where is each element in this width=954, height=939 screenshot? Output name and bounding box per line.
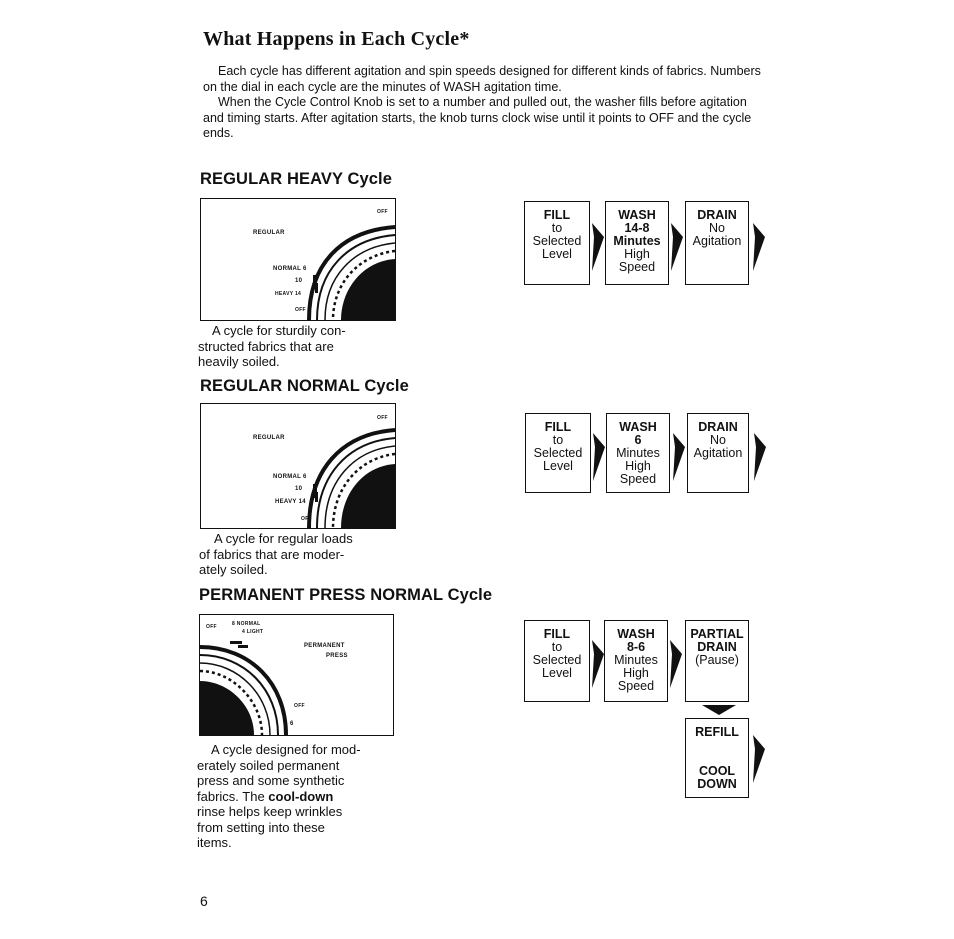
dial-label-off: OFF <box>377 209 388 215</box>
flow-arrow-down-icon <box>702 704 736 716</box>
dial-illustration-regular-heavy <box>200 198 396 321</box>
dial-label-6: 6 <box>290 721 294 727</box>
section-title-regular-heavy: REGULAR HEAVY Cycle <box>200 170 393 188</box>
box-line: REFILL <box>695 725 739 739</box>
flow-box-drain <box>685 201 749 285</box>
flow-box-fill <box>524 620 590 702</box>
flow-box-fill <box>525 413 591 493</box>
dial-label-10: 10 <box>295 278 303 284</box>
box-line: Minutes <box>613 234 661 248</box>
box-line: 8-6 <box>626 640 646 654</box>
description-permanent-press <box>197 742 361 851</box>
box-line: WASH <box>619 420 657 434</box>
box-line: DRAIN <box>697 208 737 222</box>
description-emphasis: cool-down <box>268 788 334 804</box>
flow-arrow-icon <box>669 640 683 688</box>
dial-label-permanent: PERMANENT <box>304 643 345 649</box>
description-line: from setting into these <box>197 819 325 835</box>
dial-label-off-bottom: OFF <box>295 307 306 313</box>
knob-icon <box>301 219 395 320</box>
flow-box-wash <box>605 201 669 285</box>
box-line: WASH <box>618 208 656 222</box>
dial-label-normal: 8 NORMAL <box>232 621 261 627</box>
intro-paragraph-1: Each cycle has different agitation and spin speeds designed for different kinds of fabrics. Numbers on the dial in each cycle are the minutes of WASH agitation time. <box>203 64 761 94</box>
box-line: 6 <box>634 433 642 447</box>
dial-label-regular: REGULAR <box>253 435 285 441</box>
box-line: Speed <box>618 260 656 274</box>
box-line: Level <box>542 666 572 680</box>
flow-arrow-icon <box>672 433 686 481</box>
description-line: rinse helps keep wrinkles <box>197 804 343 819</box>
description-line: heavily soiled. <box>198 354 280 369</box>
box-line: DRAIN <box>697 640 737 654</box>
box-line: DRAIN <box>698 420 738 434</box>
box-line: Selected <box>532 234 582 248</box>
intro-text <box>203 64 763 142</box>
box-line: to <box>551 221 563 235</box>
section-title-regular-normal: REGULAR NORMAL Cycle <box>200 377 409 395</box>
flow-arrow-icon <box>592 433 606 481</box>
description-text: fabrics. The <box>197 788 269 804</box>
box-line: to <box>551 640 563 654</box>
box-line: High <box>625 459 651 473</box>
description-line: items. <box>197 835 232 850</box>
box-line: 14-8 <box>624 221 650 235</box>
box-line: Speed <box>619 472 657 486</box>
flow-arrow-icon <box>753 433 767 481</box>
box-line: Agitation <box>692 234 742 248</box>
page-title: What Happens in Each Cycle* <box>203 28 470 50</box>
box-line: FILL <box>543 208 571 222</box>
box-line: High <box>624 247 650 261</box>
dial-label-off-side: OFF <box>294 703 305 709</box>
dial-label-off: OFF <box>377 415 388 421</box>
description-line: structed fabrics that are <box>198 338 334 354</box>
box-line: Speed <box>617 679 655 693</box>
section-title-permanent-press: PERMANENT PRESS NORMAL Cycle <box>199 586 493 604</box>
box-line: Minutes <box>614 653 658 667</box>
description-line: A cycle for sturdily con- <box>212 323 346 338</box>
flow-box-wash <box>606 413 670 493</box>
box-line: PARTIAL <box>690 627 744 641</box>
description-line: A cycle designed for mod- <box>211 742 361 757</box>
description-line <box>197 789 361 805</box>
dial-illustration-permanent-press <box>199 614 394 736</box>
description-line: A cycle for regular loads <box>214 531 353 546</box>
dial-label-light: 4 LIGHT <box>242 629 264 635</box>
flow-box-fill <box>524 201 590 285</box>
box-line: DOWN <box>697 777 737 791</box>
box-line: to <box>552 433 564 447</box>
box-line: No <box>710 433 726 447</box>
flow-box-wash <box>604 620 668 702</box>
knob-icon <box>301 424 395 528</box>
box-line: Minutes <box>616 446 660 460</box>
dial-label-normal: NORMAL 6 <box>273 474 307 480</box>
knob-icon <box>200 637 292 735</box>
dial-illustration-regular-normal <box>200 403 396 529</box>
box-line: COOL <box>698 764 736 778</box>
description-line: of fabrics that are moder- <box>199 546 345 562</box>
box-line: Selected <box>533 446 583 460</box>
dial-label-off: OFF <box>206 624 217 630</box>
dial-label-normal: NORMAL 6 <box>273 266 307 272</box>
flow-box-drain <box>687 413 749 493</box>
dial-label-heavy: HEAVY 14 <box>275 291 302 297</box>
flow-arrow-icon <box>752 735 766 783</box>
box-line: No <box>709 221 725 235</box>
flow-arrow-icon <box>752 223 766 271</box>
dial-label-press: PRESS <box>326 653 348 659</box>
dial-label-10: 10 <box>295 486 303 492</box>
box-line: Selected <box>532 653 582 667</box>
dial-label-heavy: HEAVY 14 <box>275 499 306 505</box>
box-line: Level <box>543 459 573 473</box>
box-line: Level <box>542 247 572 261</box>
box-line: FILL <box>544 420 572 434</box>
box-line: WASH <box>617 627 655 641</box>
description-line: press and some synthetic <box>197 773 345 788</box>
intro-paragraph-2: When the Cycle Control Knob is set to a number and pulled out, the washer fills before agitation and timing starts. After agitation starts, the knob turns clock wise until it points to OFF and the cycle ends. <box>203 95 752 141</box>
description-line: erately soiled permanent <box>197 757 340 773</box>
flow-arrow-icon <box>591 223 605 271</box>
flow-box-refill-cooldown <box>685 718 749 798</box>
flow-arrow-icon <box>591 640 605 688</box>
box-line: Agitation <box>693 446 743 460</box>
box-line: (Pause) <box>695 653 739 667</box>
description-regular-normal <box>199 531 353 578</box>
box-line: High <box>623 666 649 680</box>
description-line: ately soiled. <box>199 562 268 577</box>
flow-arrow-icon <box>670 223 684 271</box>
dial-label-off-bottom: OFF <box>301 516 312 522</box>
box-line: FILL <box>543 627 571 641</box>
dial-label-regular: REGULAR <box>253 230 285 236</box>
page-number: 6 <box>200 893 208 909</box>
flow-box-partial-drain <box>685 620 749 702</box>
description-regular-heavy <box>198 323 346 370</box>
